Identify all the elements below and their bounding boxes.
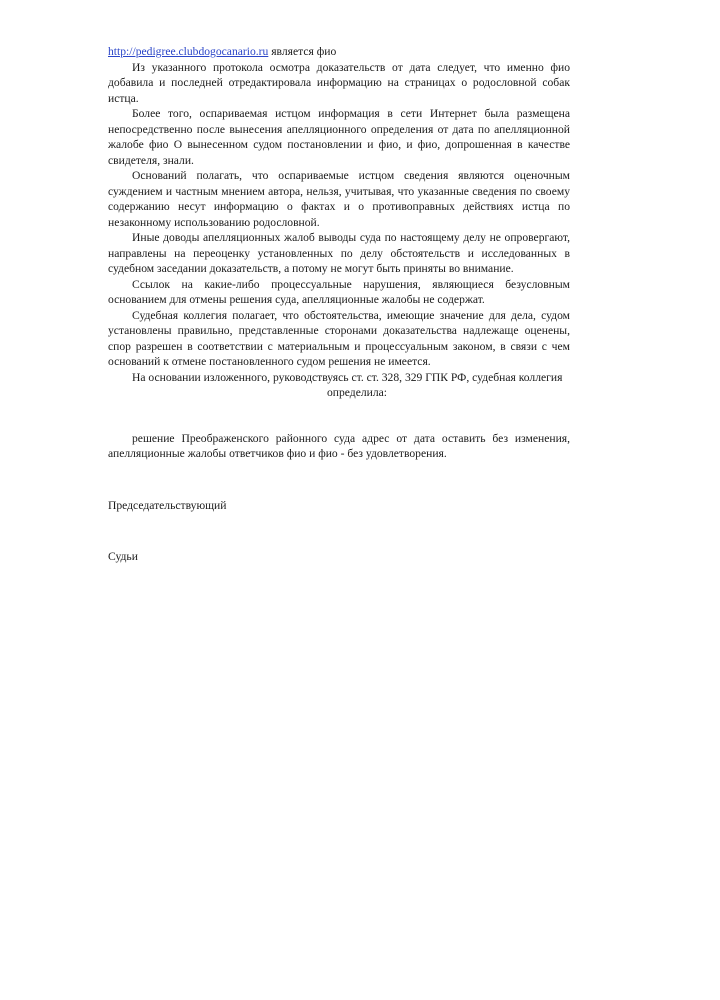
presiding-judge-label: Председательствующий [108, 498, 227, 512]
source-line-suffix: является фио [268, 45, 337, 58]
paragraph-other-arguments: Иные доводы апелляционных жалоб выводы суда по настоящему делу не опровергают, направлены на переоценку установленных по делу обстоятельств и исследованных в судебном заседании доказательств, а потому не могут быть приняты во внимание. [108, 231, 570, 275]
paragraph-protocol: Из указанного протокола осмотра доказательств от дата следует, что именно фио добавила и последней отредактировала информацию на страницах о родословной собак истца. [108, 60, 570, 105]
paragraph-procedural: Ссылок на какие-либо процессуальные нарушения, являющиеся безусловным основанием для отмены решения суда, апелляционные жалобы не содержат. [108, 277, 570, 306]
paragraph-collegium: Судебная коллегия полагает, что обстоятельства, имеющие значение для дела, судом установлены правильно, представленные сторонами доказательства надлежаще оценены, спор разрешен в соответствии с материальным и процессуальным законом, в связи с чем оснований к отмене постановленного судом решения не имеется. [108, 308, 570, 368]
ruling-decision: решение Преображенского районного суда адрес от дата оставить без изменения, апелляционные жалобы ответчиков фио и фио - без удовлетворения. [108, 431, 570, 460]
source-link[interactable]: http://pedigree.clubdogocanario.ru [108, 45, 269, 58]
paragraph-grounds: На основании изложенного, руководствуясь ст. ст. 328, 329 ГПК РФ, судебная коллегия [132, 370, 563, 384]
source-line [108, 44, 570, 60]
paragraph-internet-info: Более того, оспариваемая истцом информация в сети Интернет была размещена непосредственно после вынесения апелляционного определения от дата по апелляционной жалобе фио О вынесенном судом постановлении и фио, и фио, допрошенная в качестве свидетеля, знали. [108, 107, 570, 167]
judges-label: Судьи [108, 550, 138, 563]
spacer [108, 462, 570, 498]
paragraph-evaluative: Оснований полагать, что оспариваемые истцом сведения являются оценочным суждением и частным мнением автора, нельзя, учитывая, что указанные сведения по своему содержанию несут информацию о фактах и о противоправных действиях истца по незаконному использованию родословной. [108, 169, 570, 229]
spacer [108, 513, 570, 549]
document-body [108, 44, 570, 565]
ruling-heading: определила: [327, 386, 387, 399]
spacer [108, 401, 570, 431]
